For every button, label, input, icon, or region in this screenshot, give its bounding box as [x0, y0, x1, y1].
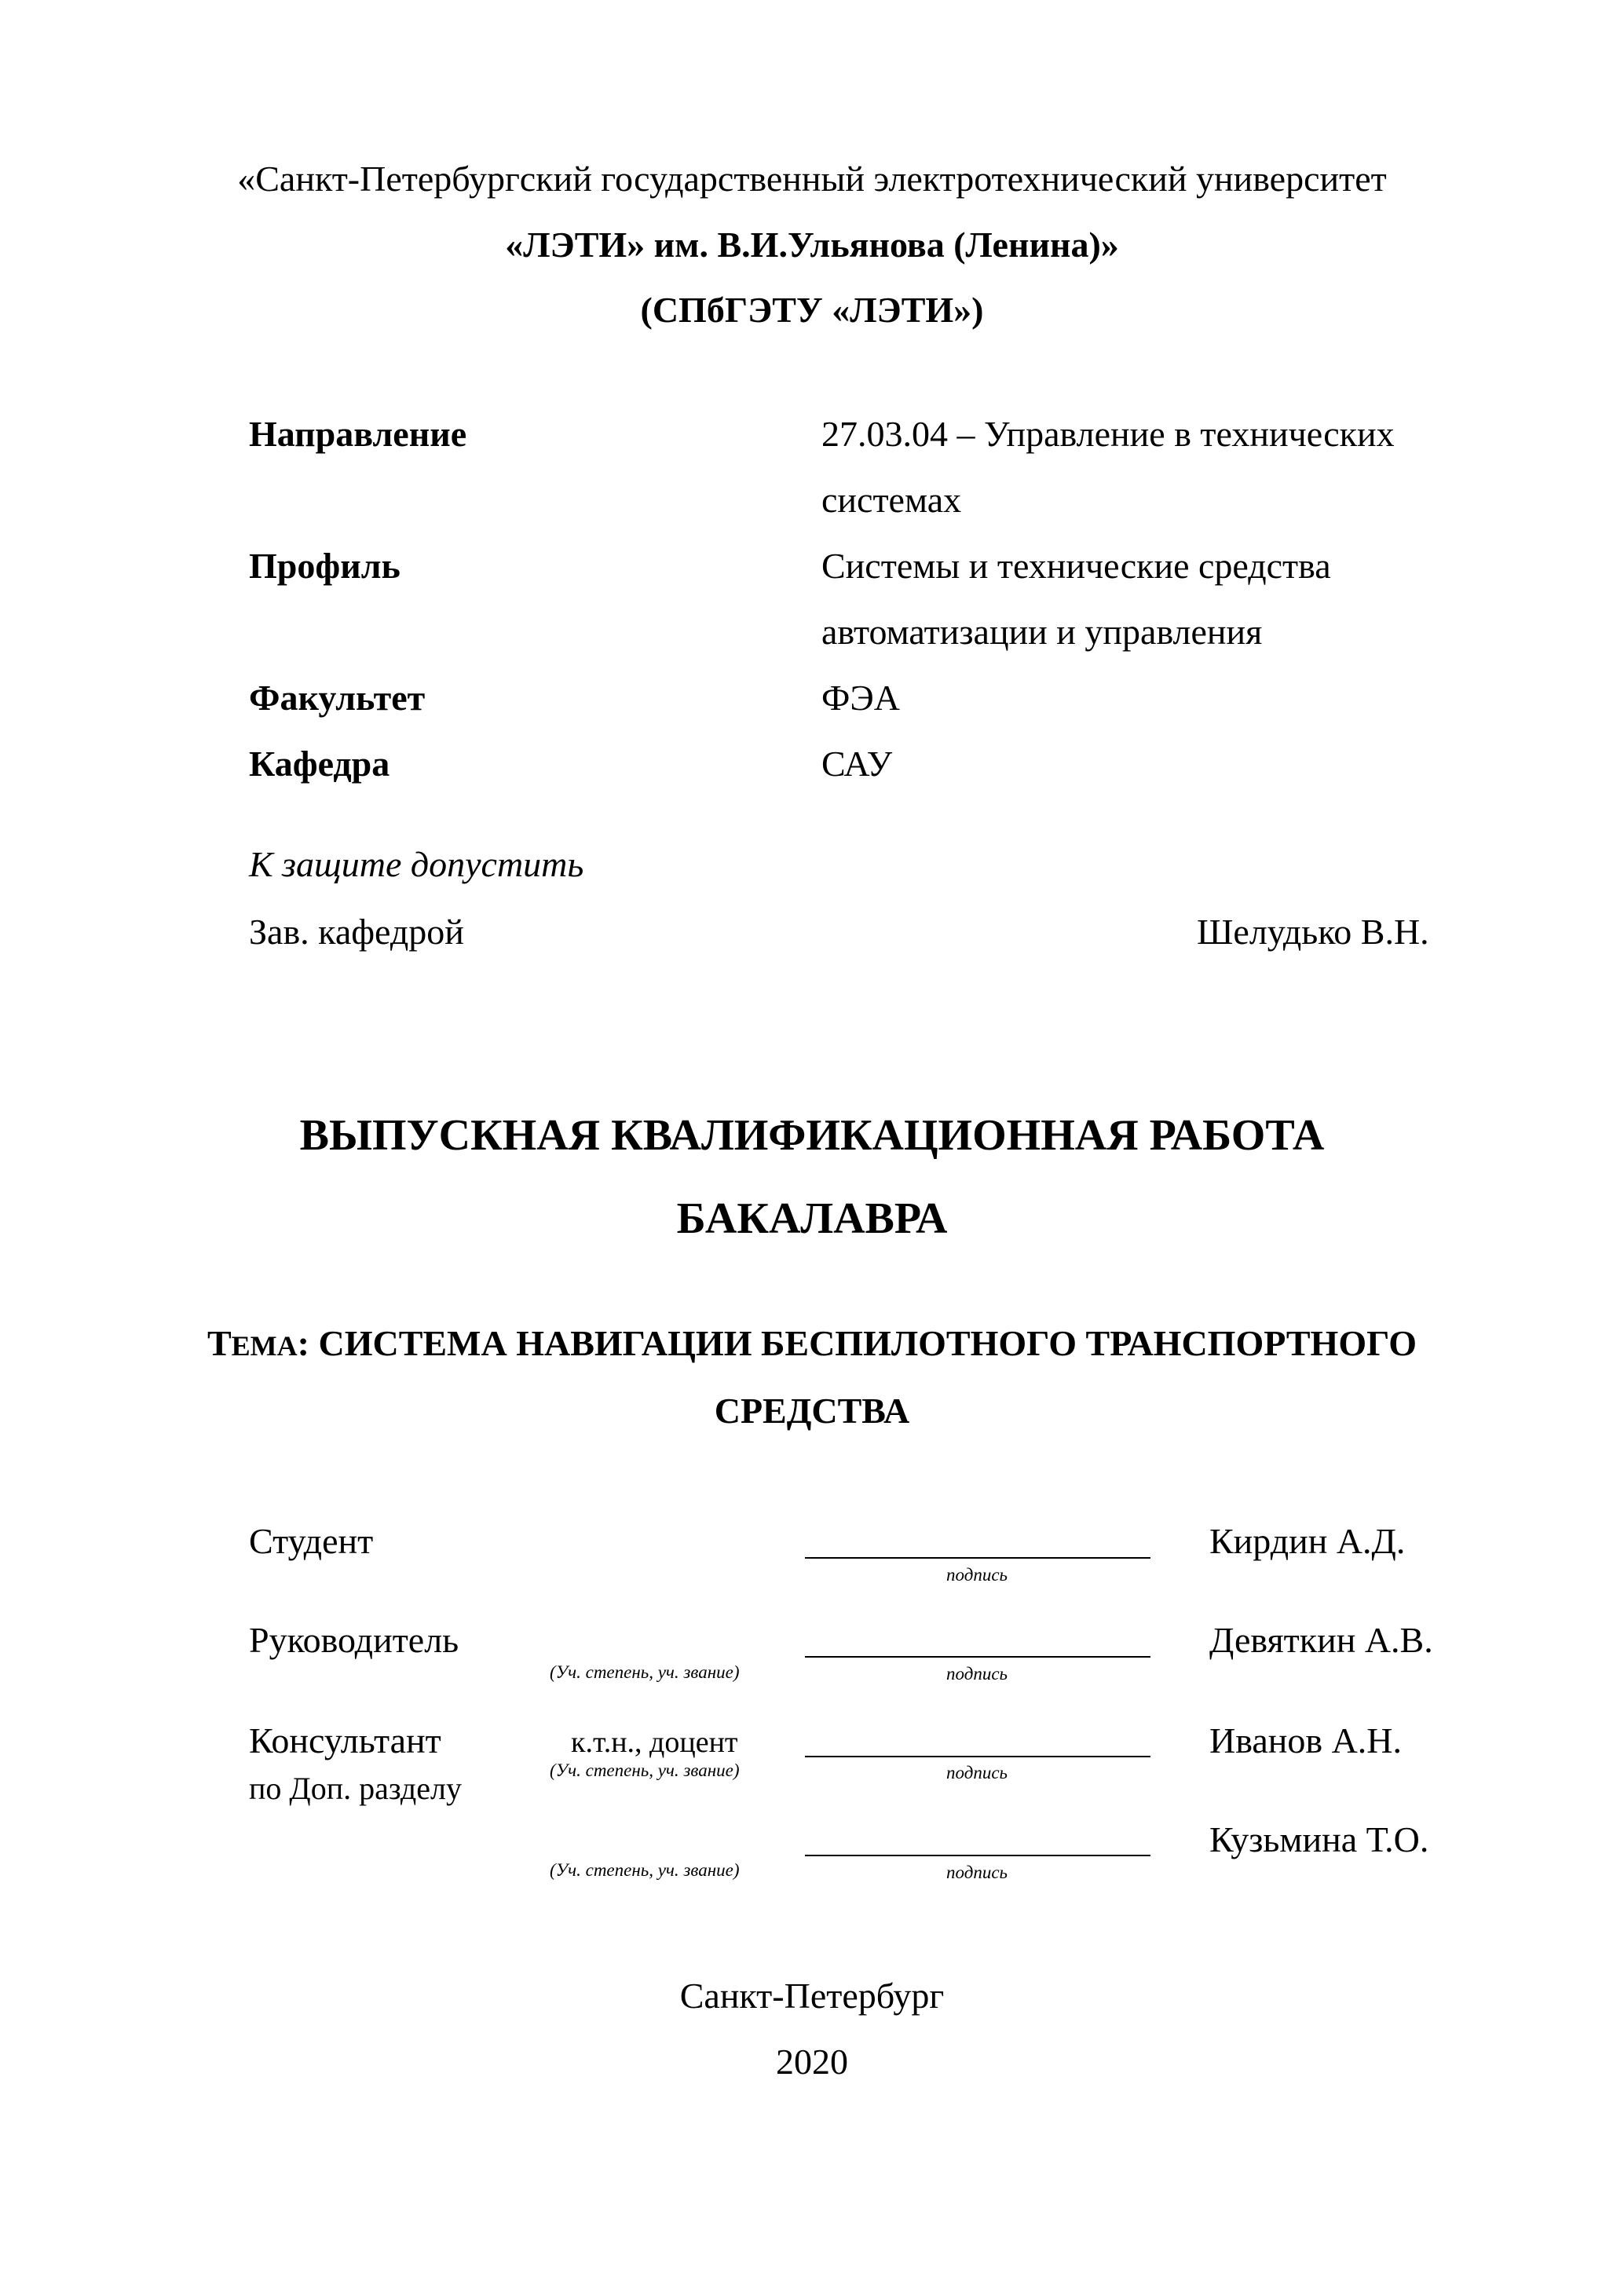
profile-label: Профиль: [249, 546, 401, 586]
department-value: САУ: [821, 744, 893, 784]
supervisor-degree-note: (Уч. степень, уч. звание): [550, 1662, 740, 1682]
profile-value-line2: автоматизации и управления: [821, 612, 1263, 652]
profile-value-line1: Системы и технические средства: [821, 546, 1331, 586]
topic-prefix-colon: :: [297, 1323, 309, 1363]
supervisor-name: Девяткин А.В.: [1209, 1620, 1433, 1660]
topic-prefix-rest: ЕМА: [231, 1330, 298, 1362]
faculty-value: ФЭА: [821, 678, 900, 718]
university-name-line1: «Санкт-Петербургский государственный электротехнический университет: [237, 159, 1387, 199]
supervisor-signature-note: подпись: [946, 1664, 1008, 1684]
consultant-degree: к.т.н., доцент: [571, 1726, 738, 1759]
consultant-signature-line: [805, 1756, 1150, 1757]
city: Санкт-Петербург: [679, 1976, 945, 2016]
consultant-name: Иванов А.Н.: [1209, 1720, 1403, 1760]
topic-line1: [0, 1325, 1624, 1362]
consultant2-signature-line: [805, 1855, 1150, 1856]
faculty-label: Факультет: [249, 678, 426, 718]
student-signature-note: подпись: [946, 1565, 1008, 1585]
university-name-line2: «ЛЭТИ» им. В.И.Ульянова (Ленина)»: [505, 225, 1119, 265]
direction-label: Направление: [249, 414, 467, 454]
student-role: Студент: [249, 1521, 374, 1561]
approval-note: К защите допустить: [249, 844, 584, 884]
year: 2020: [776, 2042, 848, 2082]
topic-text-line1: СИСТЕМА НАВИГАЦИИ БЕСПИЛОТНОГО ТРАНСПОРТНОГО: [318, 1323, 1417, 1363]
consultant-role: Консультант: [249, 1720, 441, 1760]
consultant2-name: Кузьмина Т.О.: [1209, 1819, 1429, 1859]
approval-name: Шелудько В.Н.: [1197, 912, 1429, 952]
topic-prefix-first: Т: [207, 1323, 232, 1363]
direction-value-line1: 27.03.04 – Управление в технических: [821, 414, 1395, 454]
work-title-line1: ВЫПУСКНАЯ КВАЛИФИКАЦИОННАЯ РАБОТА: [299, 1111, 1325, 1160]
department-label: Кафедра: [249, 744, 390, 784]
consultant2-signature-note: подпись: [946, 1863, 1008, 1882]
approval-position: Зав. кафедрой: [249, 912, 464, 952]
consultant-role-line2: по Доп. разделу: [249, 1771, 462, 1806]
topic-text-line2: СРЕДСТВА: [714, 1391, 910, 1431]
work-title-line2: БАКАЛАВРА: [676, 1194, 948, 1243]
student-signature-line: [805, 1557, 1150, 1559]
student-name: Кирдин А.Д.: [1209, 1521, 1406, 1561]
direction-value-line2: системах: [821, 480, 962, 520]
consultant-degree-note: (Уч. степень, уч. звание): [550, 1760, 740, 1780]
university-abbreviation: (СПбГЭТУ «ЛЭТИ»): [640, 290, 984, 330]
supervisor-signature-line: [805, 1656, 1150, 1658]
consultant-signature-note: подпись: [946, 1763, 1008, 1782]
consultant2-degree-note: (Уч. степень, уч. звание): [550, 1860, 740, 1880]
supervisor-role: Руководитель: [249, 1620, 459, 1660]
